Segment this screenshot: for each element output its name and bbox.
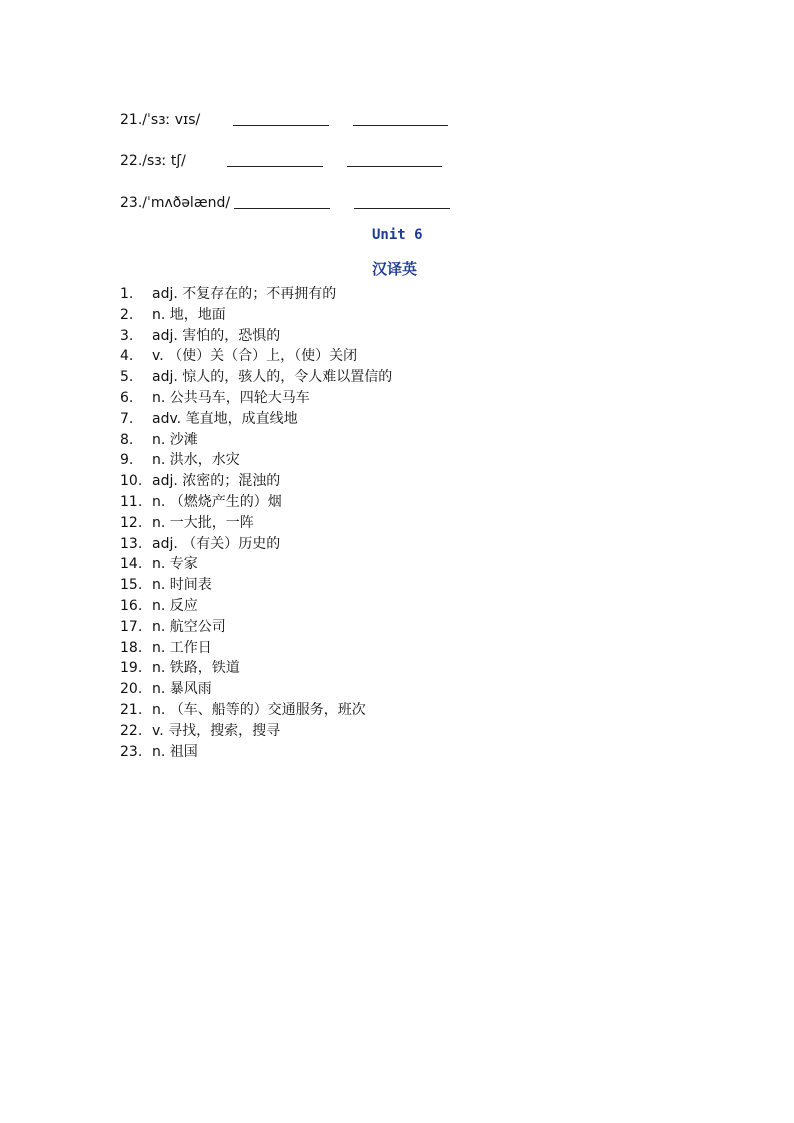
- answer-blank-1[interactable]: [234, 208, 330, 209]
- item-definition: n. 沙滩: [152, 431, 198, 448]
- item-definition: n. （燃烧产生的）烟: [152, 493, 282, 510]
- item-definition: adv. 笔直地，成直线地: [152, 410, 298, 427]
- item-number: 2.: [120, 306, 134, 323]
- item-definition: n. 反应: [152, 597, 198, 614]
- item-number: 19.: [120, 660, 143, 677]
- answer-blank-2[interactable]: [353, 125, 448, 126]
- phonetic-number: 23.: [120, 195, 143, 211]
- phonetic-number: 22.: [120, 153, 143, 169]
- item-definition: adj. （有关）历史的: [152, 535, 281, 552]
- item-definition: n. 洪水，水灾: [152, 452, 240, 469]
- answer-blank-2[interactable]: [354, 208, 450, 209]
- phonetic-number: 21.: [120, 112, 143, 128]
- item-number: 7.: [120, 410, 134, 427]
- section-title: 汉译英: [372, 260, 418, 278]
- item-definition: n. 祖国: [152, 743, 198, 760]
- item-number: 18.: [120, 639, 143, 656]
- item-number: 12.: [120, 514, 143, 531]
- item-number: 17.: [120, 618, 143, 635]
- item-number: 21.: [120, 701, 143, 718]
- item-number: 4.: [120, 348, 134, 365]
- item-definition: v. 寻找，搜索，搜寻: [152, 722, 281, 739]
- phonetic-text: [120, 150, 186, 172]
- item-number: 22.: [120, 722, 143, 739]
- item-definition: n. 暴风雨: [152, 681, 212, 698]
- item-definition: adj. 不复存在的；不再拥有的: [152, 286, 337, 302]
- item-number: 20.: [120, 681, 143, 698]
- answer-blank-1[interactable]: [233, 125, 329, 126]
- item-definition: v. （使）关（合）上，（使）关闭: [152, 348, 358, 365]
- item-number: 5.: [120, 369, 134, 386]
- answer-blank-1[interactable]: [227, 166, 323, 167]
- phonetic-ipa: /ˈmʌðəlænd/: [142, 195, 231, 211]
- phonetic-ipa: /sɜː tʃ/: [142, 153, 186, 169]
- item-definition: n. 一大批，一阵: [152, 514, 254, 531]
- item-number: 23.: [120, 743, 143, 760]
- item-definition: n. 公共马车，四轮大马车: [152, 389, 310, 406]
- item-definition: n. 工作日: [152, 639, 212, 656]
- unit-title: Unit 6: [372, 227, 423, 243]
- item-number: 10.: [120, 473, 143, 490]
- item-definition: n. 时间表: [152, 577, 212, 594]
- item-number: 3.: [120, 327, 134, 344]
- item-number: 1.: [120, 286, 134, 302]
- answer-blank-2[interactable]: [347, 166, 442, 167]
- item-number: 8.: [120, 431, 134, 448]
- item-definition: adj. 害怕的，恐惧的: [152, 327, 281, 344]
- item-definition: adj. 浓密的；混浊的: [152, 473, 281, 490]
- item-number: 16.: [120, 597, 143, 614]
- item-definition: n. 专家: [152, 556, 198, 573]
- item-number: 11.: [120, 493, 143, 510]
- phonetic-text: [120, 109, 200, 131]
- item-definition: n. （车、船等的）交通服务，班次: [152, 701, 366, 718]
- item-definition: n. 地，地面: [152, 306, 226, 323]
- item-number: 14.: [120, 556, 143, 573]
- item-definition: n. 航空公司: [152, 618, 226, 635]
- item-definition: n. 铁路，铁道: [152, 660, 240, 677]
- item-definition: adj. 惊人的，骇人的，令人难以置信的: [152, 369, 393, 386]
- item-number: 9.: [120, 452, 134, 469]
- phonetic-text: [120, 192, 230, 214]
- item-number: 6.: [120, 389, 134, 406]
- item-number: 15.: [120, 577, 143, 594]
- phonetic-ipa: /ˈsɜː vɪs/: [142, 112, 201, 128]
- item-number: 13.: [120, 535, 143, 552]
